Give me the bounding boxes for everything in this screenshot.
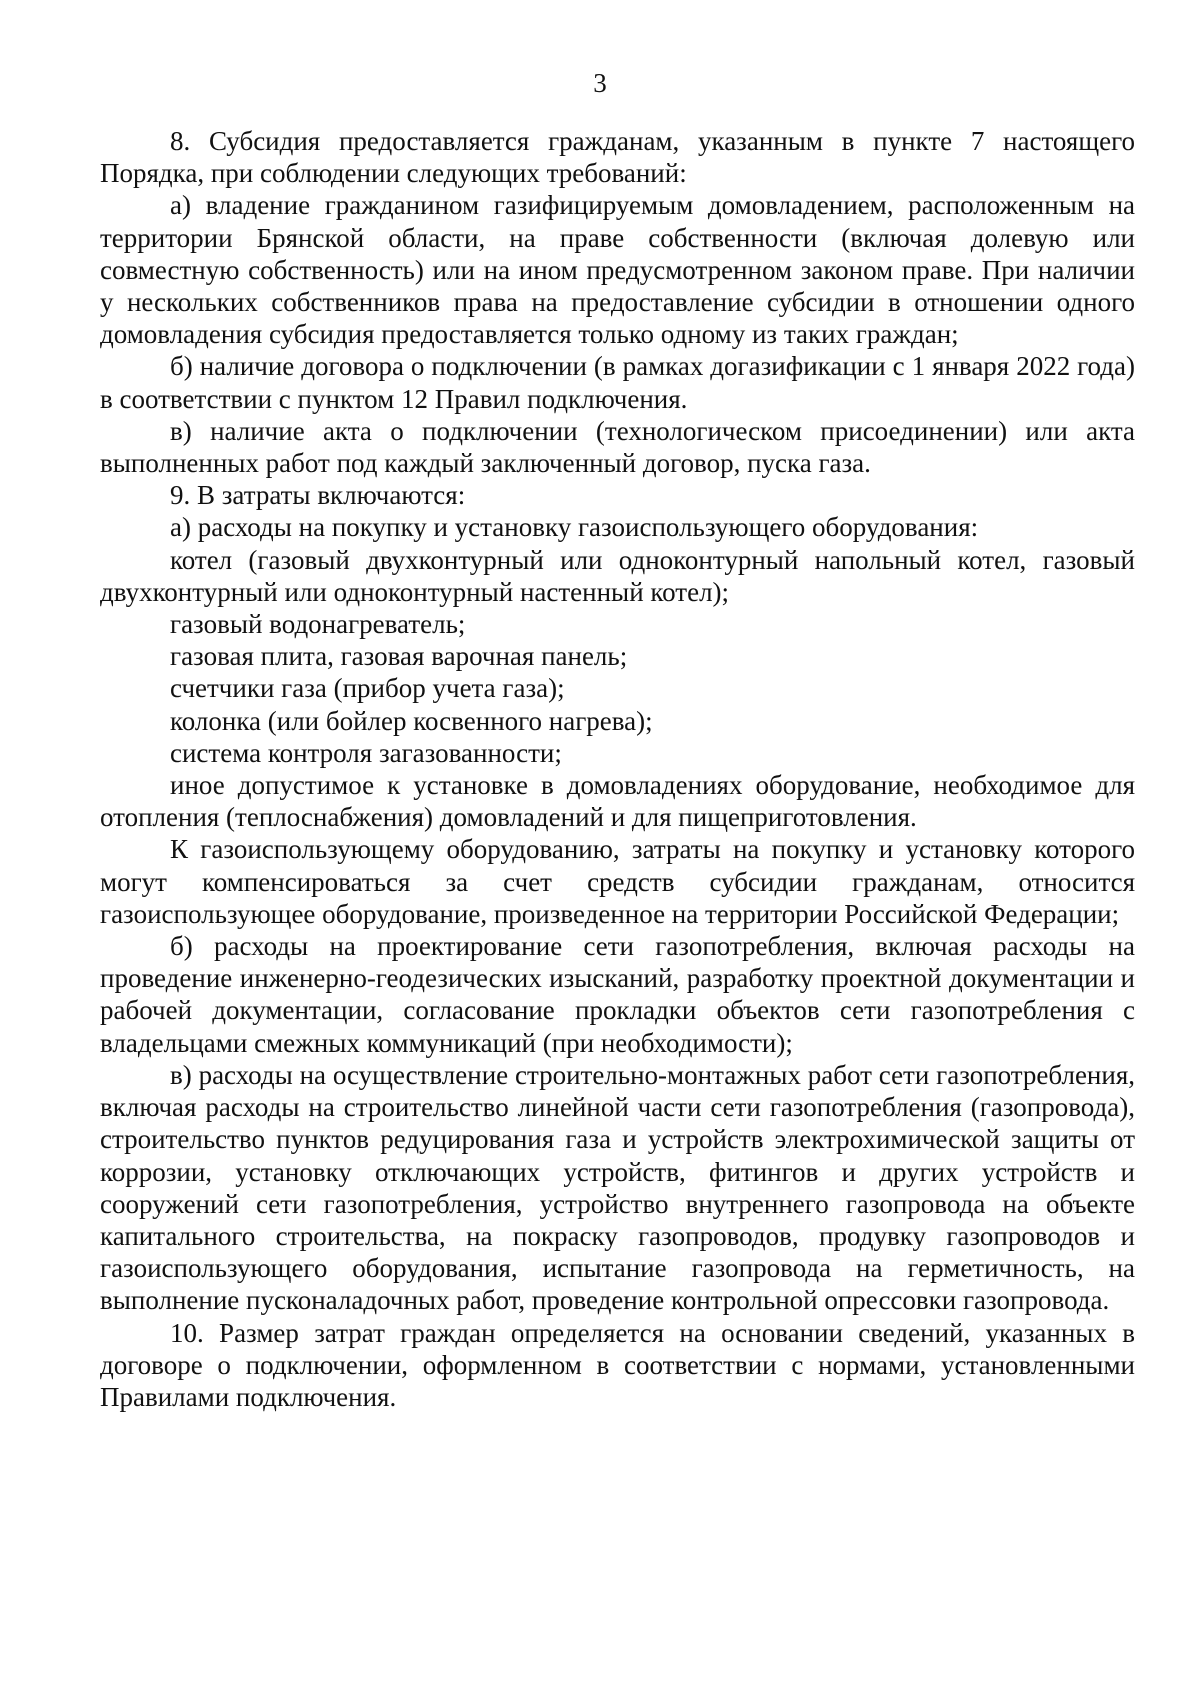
paragraph-10: 10. Размер затрат граждан определяется на основании сведений, указанных в договоре о подключении, оформленном в соответствии с нормами, установленными Правилами подключения. <box>100 1317 1135 1412</box>
page-number: 3 <box>593 68 607 98</box>
list-item-column: колонка (или бойлер косвенного нагрева); <box>170 705 653 736</box>
list-item-water-heater: газовый водонагреватель; <box>170 609 466 640</box>
paragraph-9: 9. В затраты включаются: <box>170 480 466 511</box>
paragraph-8-b: б) наличие договора о подключении (в рамках догазификации с 1 января 2022 года) в соответствии с пунктом 12 Правил подключения. <box>100 351 1135 414</box>
paragraph-9-b: б) расходы на проектирование сети газопотребления, включая расходы на проведение инженерно-геодезических изысканий, разработку проектной документации и рабочей документации, согласование прокладки объектов сети газопотребления с владельцами смежных коммуникаций (при необходимости); <box>100 931 1135 1058</box>
list-item-other-equipment: иное допустимое к установке в домовладениях оборудование, необходимое для отопления (теплоснабжения) домовладений и для пищеприготовления. <box>100 770 1135 833</box>
paragraph-9-a: а) расходы на покупку и установку газоиспользующего оборудования: <box>170 512 979 543</box>
list-item-gas-meter: счетчики газа (прибор учета газа); <box>170 673 565 704</box>
paragraph-8: 8. Субсидия предоставляется гражданам, указанным в пункте 7 настоящего Порядка, при соблюдении следующих требований: <box>100 126 1135 189</box>
list-item-gas-control: система контроля загазованности; <box>170 737 562 768</box>
paragraph-8-a: а) владение гражданином газифицируемым домовладением, расположенным на территории Брянской области, на праве собственности (включая долевую или совместную собственность) или на ином предусмотренном законом праве. При наличии у нескольких собственников права на предоставление субсидии в отношении одного домовладения субсидия предоставляется только одному из таких граждан; <box>100 190 1135 350</box>
list-item-stove: газовая плита, газовая варочная панель; <box>170 641 628 672</box>
document-body <box>100 125 1135 1413</box>
paragraph-9-v: в) расходы на осуществление строительно-монтажных работ сети газопотребления, включая расходы на строительство линейной части сети газопотребления (газопровода), строительство пунктов редуцирования газа и устройств электрохимической защиты от коррозии, установку отключающих устройств, фитингов и других устройств и сооружений сети газопотребления, устройство внутреннего газопровода на объекте капитального строительства, на покраску газопроводов, продувку газопроводов и газоиспользующего оборудования, испытание газопровода на герметичность, на выполнение пусконаладочных работ, проведение контрольной опрессовки газопровода. <box>100 1059 1135 1316</box>
paragraph-8-v: в) наличие акта о подключении (технологическом присоединении) или акта выполненных работ под каждый заключенный договор, пуска газа. <box>100 415 1135 479</box>
paragraph-equipment-origin: К газоиспользующему оборудованию, затраты на покупку и установку которого могут компенсироваться за счет средств субсидии гражданам, относится газоиспользующее оборудование, произведенное на территории Российской Федерации; <box>100 834 1135 929</box>
list-item-boiler: котел (газовый двухконтурный или одноконтурный напольный котел, газовый двухконтурный или одноконтурный настенный котел); <box>100 544 1135 607</box>
